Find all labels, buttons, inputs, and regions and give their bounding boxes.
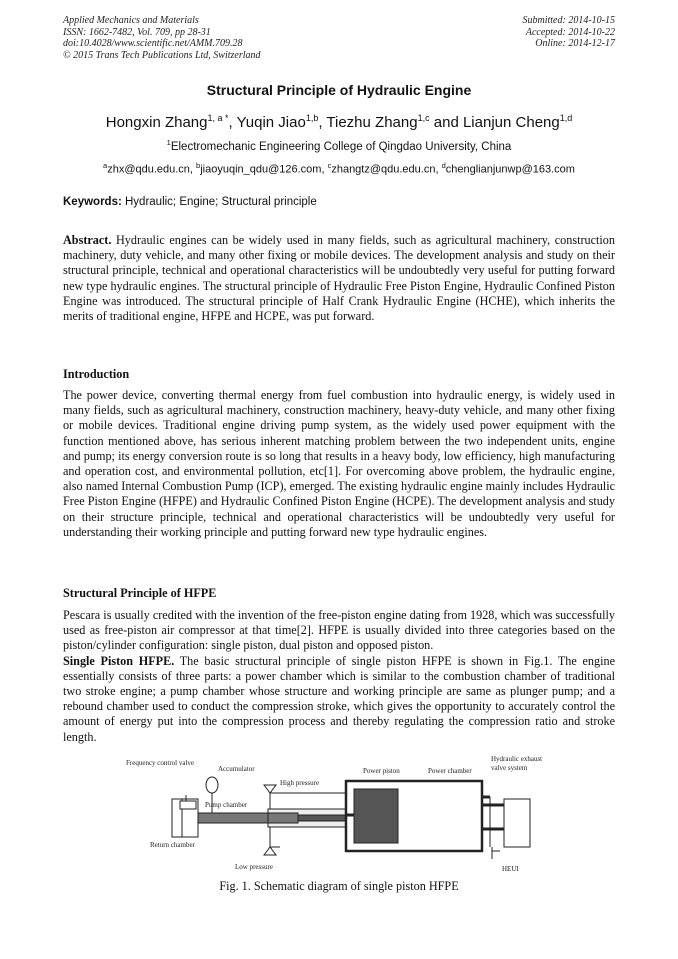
email-address[interactable]: zhx@qdu.edu.cn,	[107, 163, 197, 176]
figure-1	[120, 755, 560, 877]
intro-heading: Introduction	[63, 367, 130, 381]
online-date: Online: 2014-12-17	[535, 38, 615, 49]
paper-title: Structural Principle of Hydraulic Engine	[206, 82, 472, 98]
exhaust-valve-system	[504, 799, 530, 847]
copyright-line: © 2015 Trans Tech Publications Ltd, Switzerland	[63, 49, 261, 61]
author-name: Hongxin Zhang	[105, 114, 208, 131]
hfpe-schematic	[120, 755, 560, 877]
affiliation	[0, 138, 678, 153]
journal-name: Applied Mechanics and Materials	[63, 15, 199, 26]
label-high-pressure: High pressure	[280, 779, 320, 787]
affiliation-mark: 1	[166, 138, 171, 147]
pump-rod	[198, 813, 268, 823]
author-separator: ,	[318, 114, 327, 131]
figure-caption: Fig. 1. Schematic diagram of single piston HFPE	[219, 879, 459, 893]
email-address[interactable]: chenglianjunwp@163.com	[445, 163, 575, 176]
hfpe-paragraph	[63, 608, 615, 745]
abstract-text: Hydraulic engines can be widely used in many fields, such as agricultural machinery, construction machinery, duty vehicle, and many other fixing or mobile devices. The development analysis and study on their structural principle, technical and operational characteristics will be undoubtedly very useful for putting forward new type hydraulic engines. The structural principle of Hydraulic Free Piston Engine, Hydraulic Confined Piston Engine was introduced. The structural principle of Half Crank Hydraulic Engine (HCHE), which inherits the merits of traditional engine, HFPE and HCPE, was put forward.	[63, 233, 615, 324]
label-low-pressure: Low pressure	[235, 863, 273, 871]
single-piston-label: Single Piston HFPE.	[63, 653, 175, 668]
keywords	[63, 196, 615, 208]
author-name: Yuqin Jiao	[236, 114, 306, 131]
email-address[interactable]: jiaoyuqin_qdu@126.com,	[200, 163, 328, 176]
label-pump-chamber: Pump chamber	[205, 801, 248, 809]
author-affiliation-mark: 1,b	[305, 113, 319, 123]
label-power-piston: Power piston	[363, 767, 400, 775]
author-list	[0, 113, 678, 131]
email-list	[0, 161, 678, 176]
doi-line: doi:10.4028/www.scientific.net/AMM.709.28	[63, 38, 243, 49]
keywords-label: Keywords:	[63, 196, 122, 208]
email-mark: d	[441, 161, 446, 170]
email-mark: a	[103, 161, 108, 170]
single-piston-text: The basic structural principle of single piston HFPE is shown in Fig.1. The engine essentially consists of three parts: a power chamber which is similar to the combustion chamber of traditional two stroke engine; a pump chamber whose structure and working principle are same as plunger pump; and a rebound chamber used to conduct the compression stroke, which gives the opportunity to accurately control the amount of energy put into the compression process and thereby regulating the compression ratio and stroke length.	[63, 653, 615, 744]
journal-header	[63, 15, 261, 61]
abstract	[63, 233, 615, 324]
label-frequency-valve: Frequency control valve	[126, 759, 195, 767]
email-address[interactable]: zhangtz@qdu.edu.cn,	[331, 163, 442, 176]
accepted-date: Accepted: 2014-10-22	[525, 26, 615, 38]
power-piston	[354, 789, 398, 843]
label-hydraulic-exhaust: Hydraulic exhaust	[491, 755, 543, 763]
author-name: Lianjun Cheng	[462, 114, 560, 131]
author-affiliation-mark: 1,d	[559, 113, 573, 123]
author-separator: ,	[228, 114, 237, 131]
submitted-date: Submitted: 2014-10-15	[522, 15, 615, 26]
issn-line: ISSN: 1662-7482, Vol. 709, pp 28-31	[63, 26, 211, 38]
affiliation-text: Electromechanic Engineering College of Qingdao University, China	[170, 140, 512, 153]
label-valve-system: valve system	[491, 764, 528, 772]
author-separator: and	[429, 114, 463, 131]
author-name: Tiezhu Zhang	[326, 114, 418, 131]
label-heui: HEUI	[502, 865, 519, 873]
label-power-chamber: Power chamber	[428, 767, 472, 775]
dates-header	[523, 15, 616, 50]
abstract-label: Abstract.	[63, 233, 112, 247]
hfpe-intro-text: Pescara is usually credited with the invention of the free-piston engine dating from 1928, which was successfully used as free-piston air compressor at that time[2]. HFPE is usually divided into three categories based on the piston/cylinder configuration: single piston, dual piston and opposed piston.	[63, 608, 615, 653]
hfpe-heading: Structural Principle of HFPE	[63, 586, 217, 600]
keywords-text: Hydraulic; Engine; Structural principle	[121, 196, 317, 208]
email-mark: b	[196, 161, 201, 170]
intro-paragraph: The power device, converting thermal energy from fuel combustion into hydraulic energy, is widely used in many fields, such as agricultural machinery, construction machinery, heavy-duty vehicle, and many other fixing or mobile devices. Traditional engine driving pump system, as the widely used power equipment with the function mentioned above, has serious inherent matching problem between the two independent units, engine and pump; its energy conversion route is so long that results in a heavy body, low efficiency, high manufacturing and operation cost, and environmental pollution, etc[1]. For overcoming above problem, the hydraulic engine, also named Internal Combustion Pump (ICP), emerged. The existing hydraulic engine mainly includes Hydraulic Free Piston Engine (HFPE) and Hydraulic Confined Piston Engine (HCPE). The development analysis and study on their structure principle, technical and operational characteristics will be undoubtedly very useful for understanding their working principle and putting forward new type hydraulic engines.	[63, 388, 615, 539]
email-mark: c	[327, 161, 332, 170]
author-affiliation-mark: 1, a *	[207, 113, 229, 123]
label-return-chamber: Return chamber	[150, 841, 195, 849]
label-accumulator: Accumulator	[218, 765, 255, 773]
author-affiliation-mark: 1,c	[417, 113, 430, 123]
